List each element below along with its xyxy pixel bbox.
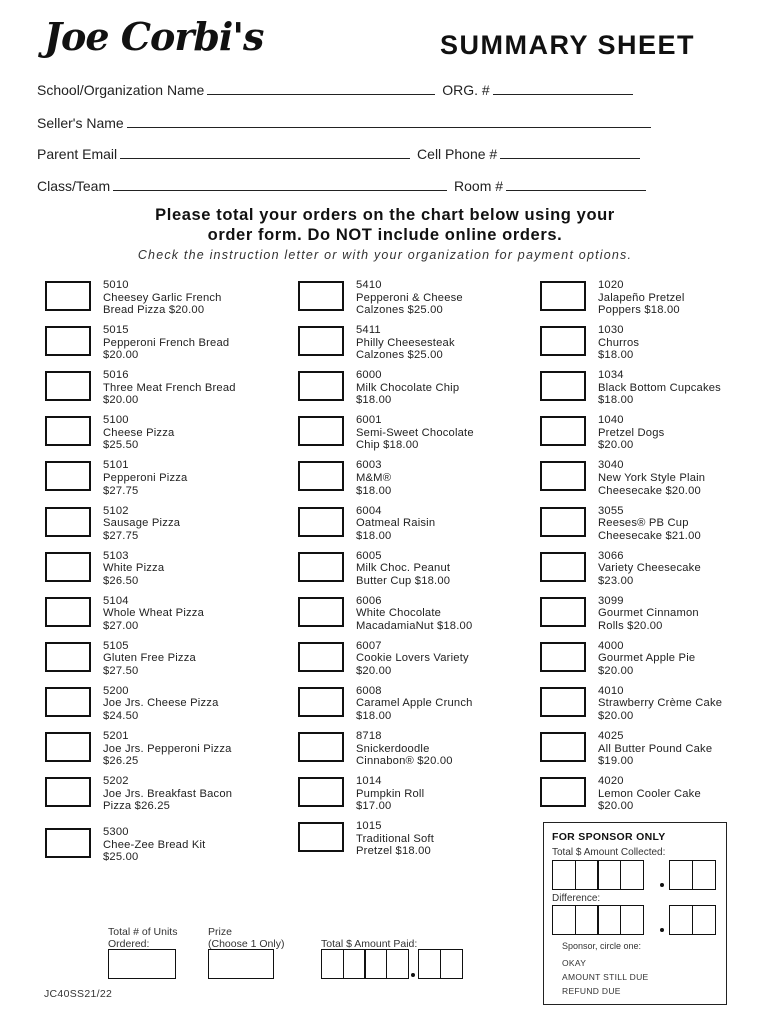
product-text [103,414,174,452]
product-code: 3066 [598,549,624,562]
amount-collected-cents[interactable] [669,860,714,890]
product-item [298,550,538,592]
amount-collected-label: Total $ Amount Collected: [552,847,666,858]
product-code: 1040 [598,414,624,427]
product-item [45,685,285,727]
option-amount-still-due[interactable]: AMOUNT STILL DUE [562,972,649,982]
quantity-box[interactable] [298,777,344,807]
product-description: $17.00 [356,800,392,813]
difference-dollars[interactable] [552,905,642,935]
instructions-subtext: Check the instruction letter or with your organization for payment options. [137,248,633,262]
quantity-box[interactable] [540,687,586,717]
product-text [103,324,229,362]
product-description: $18.00 [356,529,392,542]
product-text [356,279,463,317]
product-description: Cheese Pizza [103,426,175,439]
quantity-box[interactable] [45,281,91,311]
product-text [103,730,232,768]
seller-row [37,115,654,131]
product-description: Pepperoni Pizza [103,471,188,484]
amount-paid-dollars[interactable] [321,949,407,979]
quantity-box[interactable] [540,371,586,401]
product-item [540,775,770,817]
product-description: $23.00 [598,574,634,587]
product-code: 8718 [356,730,382,742]
product-description: Cookie Lovers Variety [356,652,469,665]
form-code: JC40SS21/22 [44,988,113,1000]
product-description: $27.50 [103,664,139,677]
school-org-row [37,82,636,98]
product-item [298,414,538,456]
product-item [45,279,285,321]
product-description: $20.00 [103,394,139,407]
product-description: Cinnabon® $20.00 [356,755,453,768]
school-org-line[interactable] [207,82,435,95]
product-description: Gourmet Cinnamon [598,607,699,620]
product-description: $25.50 [103,439,139,452]
product-item [45,459,285,501]
product-item [298,595,538,637]
product-description: Bread Pizza $20.00 [103,304,205,317]
quantity-box[interactable] [45,461,91,491]
product-description: $18.00 [356,484,392,497]
product-text [598,369,721,407]
product-description: $26.25 [103,755,139,768]
product-text [598,505,701,543]
quantity-box[interactable] [298,281,344,311]
product-item [298,324,538,366]
product-description: Pretzel Dogs [598,426,665,439]
product-description: MacadamiaNut $18.00 [356,619,473,632]
product-description: $20.00 [598,664,634,677]
product-item [298,505,538,547]
product-text [103,505,180,543]
product-code: 6003 [356,459,382,472]
product-code: 4020 [598,775,624,788]
product-code: 5104 [103,594,129,607]
product-code: 1014 [356,775,382,788]
quantity-box[interactable] [540,281,586,311]
product-item [540,685,770,727]
product-description: Semi-Sweet Chocolate [356,426,474,439]
product-description: Snickerdoodle [356,742,430,755]
product-item [540,459,770,501]
product-description: $20.00 [598,800,634,813]
product-description: Cheesecake $21.00 [598,529,701,542]
product-description: Calzones $25.00 [356,349,443,362]
product-item [45,324,285,366]
quantity-box[interactable] [45,326,91,356]
product-description: Joe Jrs. Pepperoni Pizza [103,742,232,755]
product-description: Philly Cheesesteak [356,336,455,349]
product-description: Joe Jrs. Breakfast Bacon [103,787,233,800]
product-code: 5100 [103,414,129,427]
product-description: Chee-Zee Bread Kit [103,838,206,851]
quantity-box[interactable] [45,507,91,537]
product-code: 5016 [103,369,129,382]
quantity-box[interactable] [540,597,586,627]
product-item [540,730,770,772]
quantity-box[interactable] [45,828,91,858]
quantity-box[interactable] [540,326,586,356]
product-code: 4000 [598,639,624,652]
product-code: 5010 [103,279,129,291]
product-code: 5200 [103,684,129,697]
product-item [298,640,538,682]
product-code: 6005 [356,549,382,562]
product-text [598,640,695,678]
product-text [103,826,205,864]
quantity-box[interactable] [540,416,586,446]
product-code: 6000 [356,369,382,382]
quantity-box[interactable] [45,371,91,401]
decimal-point [411,973,415,977]
product-description: Butter Cup $18.00 [356,574,451,587]
product-text [598,279,685,317]
quantity-box[interactable] [540,642,586,672]
product-item [45,414,285,456]
product-item [540,505,770,547]
product-description: Caramel Apple Crunch [356,697,473,710]
product-text [103,279,222,317]
product-text [356,369,459,407]
quantity-box[interactable] [45,777,91,807]
quantity-box[interactable] [298,371,344,401]
product-code: 3040 [598,459,624,472]
product-code: 4025 [598,730,624,742]
product-item [45,550,285,592]
product-code: 5411 [356,324,381,337]
decimal-point [660,928,664,932]
product-text [598,685,722,723]
product-code: 6001 [356,414,382,427]
product-item [298,775,538,817]
org-number-line[interactable] [493,82,633,95]
product-code: 6007 [356,639,382,652]
product-item [45,730,285,772]
product-description: Sausage Pizza [103,517,181,530]
decimal-point [660,883,664,887]
quantity-box[interactable] [540,777,586,807]
product-description: Gourmet Apple Pie [598,652,696,665]
product-item [298,820,538,862]
product-description: Churros [598,336,640,349]
instructions-line-2: order form. Do NOT include online orders. [207,226,563,244]
option-refund-due[interactable]: REFUND DUE [562,986,621,996]
quantity-box[interactable] [298,461,344,491]
product-code: 1020 [598,279,624,291]
product-item [298,730,538,772]
product-text [598,730,712,768]
product-item [45,369,285,411]
product-description: Reeses® PB Cup [598,517,689,530]
class-team-line[interactable] [113,178,447,191]
quantity-box[interactable] [298,732,344,762]
product-code: 5202 [103,775,129,788]
class-room-row [37,178,649,194]
prize-box[interactable] [208,949,274,979]
email-phone-row [37,146,643,162]
sponsor-circle-label: Sponsor, circle one: [562,941,642,951]
amount-paid-cents[interactable] [418,949,461,979]
product-item [298,459,538,501]
product-description: $25.00 [103,851,139,864]
product-item [540,414,770,456]
product-description: All Butter Pound Cake [598,742,713,755]
product-description: $18.00 [356,394,392,407]
instructions-line-1: Please total your orders on the chart below using your [155,206,615,224]
product-text [598,414,664,452]
product-description: Pumpkin Roll [356,787,425,800]
product-text [103,595,204,633]
seller-name-line[interactable] [127,115,651,128]
option-okay[interactable]: OKAY [562,958,587,968]
product-description: $18.00 [598,349,634,362]
quantity-box[interactable] [298,416,344,446]
product-description: $20.00 [103,349,139,362]
page-title: SUMMARY SHEET [440,30,696,60]
product-text [356,505,435,543]
product-text [103,459,187,497]
product-description: $18.00 [356,710,392,723]
product-item [45,505,285,547]
product-description: Pretzel $18.00 [356,845,431,858]
org-number-label: ORG. # [442,82,490,98]
product-code: 5015 [103,324,129,337]
parent-email-label: Parent Email [37,146,118,162]
prize-label [208,926,284,950]
product-code: 5300 [103,826,129,839]
quantity-box[interactable] [298,687,344,717]
quantity-box[interactable] [298,597,344,627]
units-ordered-label [108,926,177,950]
amount-paid-label: Total $ Amount Paid: [321,938,418,950]
product-text [103,640,196,678]
product-text [356,595,472,633]
product-code: 5410 [356,279,382,291]
product-text [103,775,232,813]
product-item [45,640,285,682]
difference-cents[interactable] [669,905,714,935]
product-description: $20.00 [598,439,634,452]
product-description: Calzones $25.00 [356,304,443,317]
product-code: 1034 [598,369,624,382]
units-label-line-1: Total # of Units [108,926,178,938]
product-text [356,459,391,497]
product-text [103,550,164,588]
class-team-label: Class/Team [37,178,111,194]
room-number-label: Room # [454,178,504,194]
cell-phone-line[interactable] [500,146,640,159]
quantity-box[interactable] [540,732,586,762]
product-item [540,324,770,366]
product-description: Variety Cheesecake [598,562,701,575]
units-label-line-2: Ordered: [108,938,150,950]
product-description: $19.00 [598,755,634,768]
quantity-box[interactable] [540,552,586,582]
product-code: 6006 [356,594,382,607]
product-description: Black Bottom Cupcakes [598,381,721,394]
product-description: Rolls $20.00 [598,619,663,632]
prize-label-line-2: (Choose 1 Only) [208,938,285,950]
quantity-box[interactable] [45,732,91,762]
quantity-box[interactable] [45,687,91,717]
difference-label: Difference: [552,893,601,904]
product-item [298,369,538,411]
product-text [356,550,450,588]
quantity-box[interactable] [298,326,344,356]
quantity-box[interactable] [45,416,91,446]
product-description: Cheesecake $20.00 [598,484,701,497]
seller-name-label: Seller's Name [37,115,124,131]
product-item [540,595,770,637]
product-item [540,279,770,321]
product-description: Poppers $18.00 [598,304,680,317]
prize-label-line-1: Prize [208,926,232,938]
product-code: 5201 [103,730,129,742]
product-item [45,775,285,817]
product-text [356,640,469,678]
parent-email-line[interactable] [120,146,410,159]
product-code: 3055 [598,504,624,517]
product-description: Pepperoni French Bread [103,336,230,349]
product-item [540,640,770,682]
quantity-box[interactable] [45,642,91,672]
product-description: Milk Choc. Peanut [356,562,451,575]
product-code: 3099 [598,594,624,607]
product-description: Milk Chocolate Chip [356,381,460,394]
product-code: 5103 [103,549,129,562]
product-text [598,459,705,497]
sponsor-title: FOR SPONSOR ONLY [552,831,666,843]
quantity-box[interactable] [45,552,91,582]
product-code: 4010 [598,684,624,697]
product-description: Oatmeal Raisin [356,517,436,530]
product-description: $27.75 [103,484,139,497]
product-text [356,324,455,362]
product-description: Chip $18.00 [356,439,419,452]
product-description: Cheesey Garlic French [103,291,222,304]
product-description: Jalapeño Pretzel [598,291,685,304]
cell-phone-label: Cell Phone # [417,146,498,162]
quantity-box[interactable] [298,507,344,537]
product-description: White Pizza [103,562,165,575]
sponsor-panel [543,822,727,1005]
product-description: $26.50 [103,574,139,587]
product-text [598,324,639,362]
product-text [103,685,219,723]
product-text [598,550,701,588]
product-description: White Chocolate [356,607,442,620]
product-description: Pepperoni & Cheese [356,291,463,304]
product-description: Joe Jrs. Cheese Pizza [103,697,219,710]
product-text [598,775,701,813]
product-description: $24.50 [103,710,139,723]
product-description: Three Meat French Bread [103,381,236,394]
product-text [103,369,236,407]
product-description: $20.00 [598,710,634,723]
product-description: $20.00 [356,664,392,677]
product-code: 6008 [356,684,382,697]
product-item [540,369,770,411]
product-description: $18.00 [598,394,634,407]
product-text [356,685,473,723]
school-org-label: School/Organization Name [37,82,205,98]
product-item [45,595,285,637]
product-text [356,775,424,813]
product-item [540,550,770,592]
product-description: $27.00 [103,619,139,632]
product-text [356,414,474,452]
product-description: Lemon Cooler Cake [598,787,701,800]
product-item [298,685,538,727]
quantity-box[interactable] [298,552,344,582]
product-description: Gluten Free Pizza [103,652,196,665]
quantity-box[interactable] [298,642,344,672]
quantity-box[interactable] [298,822,344,852]
product-description: M&M® [356,471,392,484]
product-code: 1015 [356,820,382,833]
product-code: 1030 [598,324,624,337]
product-description: Strawberry Crème Cake [598,697,723,710]
room-number-line[interactable] [506,178,646,191]
product-text [598,595,699,633]
joe-corbis-logo: Joe Corbi's [44,14,264,59]
amount-collected-dollars[interactable] [552,860,642,890]
product-item [45,826,285,868]
quantity-box[interactable] [540,507,586,537]
product-text [356,730,453,768]
product-description: Whole Wheat Pizza [103,607,205,620]
product-code: 6004 [356,504,382,517]
product-code: 5105 [103,639,129,652]
product-description: $27.75 [103,529,139,542]
quantity-box[interactable] [45,597,91,627]
product-item [298,279,538,321]
quantity-box[interactable] [540,461,586,491]
product-code: 5102 [103,504,129,517]
product-description: New York Style Plain [598,471,706,484]
product-code: 5101 [103,459,129,472]
product-description: Pizza $26.25 [103,800,171,813]
product-description: Traditional Soft [356,832,435,845]
product-text [356,820,434,858]
units-ordered-box[interactable] [108,949,176,979]
